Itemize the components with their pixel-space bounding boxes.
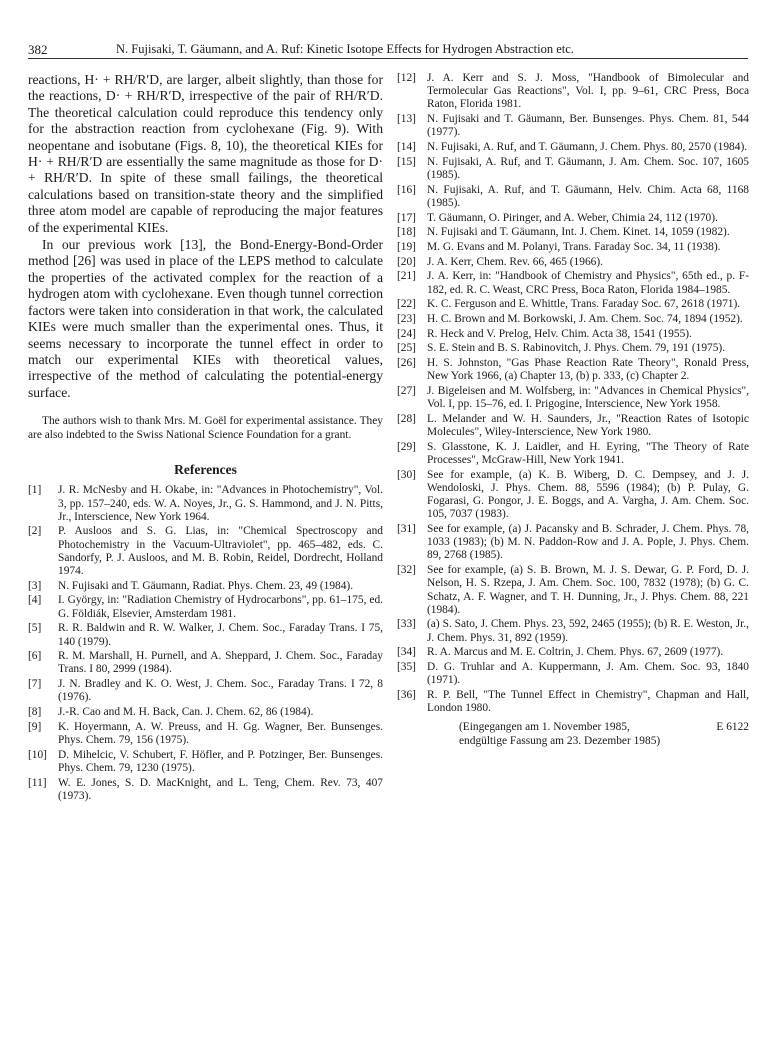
reference-item: [397, 618, 749, 644]
reference-number: [20]: [397, 255, 416, 268]
reference-text: J.-R. Cao and M. H. Back, Can. J. Chem. 62, 86 (1984).: [58, 706, 314, 719]
reference-text: J. R. McNesby and H. Okabe, in: "Advances in Photochemistry", Vol. 3, pp. 157–240, eds. W. A. Noyes, Jr., G. S. Hammond, and J. N. Pitts, Jr., Interscience, New York 1964.: [58, 484, 383, 523]
reference-number: [15]: [397, 155, 416, 168]
reference-item: [397, 313, 749, 326]
reference-number: [32]: [397, 564, 416, 577]
reference-number: [6]: [28, 650, 42, 663]
reference-text: See for example, (a) K. B. Wiberg, D. C. Dempsey, and J. J. Wendoloski, J. Phys. Chem. 88, 5596 (1984); (b) P. Pulay, G. Fogarasi, G. Pongor, J. E. Boggs, and A. Vargha, J. Am. Chem. Soc. 105, 7037 (1983).: [427, 468, 749, 521]
reference-item: [28, 749, 383, 775]
reference-text: D. Mihelcic, V. Schubert, F. Höfler, and P. Potzinger, Ber. Bunsenges. Phys. Chem. 79, 1230 (1975).: [58, 748, 383, 774]
reference-number: [30]: [397, 468, 416, 481]
reference-text: N. Fujisaki and T. Gäumann, Ber. Bunsenges. Phys. Chem. 81, 544 (1977).: [427, 113, 749, 139]
reference-number: [33]: [397, 618, 416, 631]
reference-number: [4]: [28, 594, 42, 607]
reference-number: [28]: [397, 412, 416, 425]
running-title: N. Fujisaki, T. Gäumann, and A. Ruf: Kinetic Isotope Effects for Hydrogen Abstraction etc.: [116, 42, 574, 56]
reference-item: [28, 594, 383, 620]
reference-item: [397, 564, 749, 617]
reference-text: J. N. Bradley and K. O. West, J. Chem. Soc., Faraday Trans. I 72, 8 (1976).: [58, 678, 383, 704]
reference-text: R. P. Bell, "The Tunnel Effect in Chemistry", Chapman and Hall, London 1980.: [427, 688, 749, 715]
final-version-date: endgültige Fassung am 23. Dezember 1985): [459, 734, 661, 747]
reference-text: T. Gäumann, O. Piringer, and A. Weber, Chimia 24, 112 (1970).: [427, 211, 718, 224]
reference-number: [10]: [28, 748, 47, 761]
reference-item: [397, 113, 749, 139]
reference-number: [34]: [397, 646, 416, 659]
manuscript-code: E 6122: [716, 721, 749, 734]
reference-item: [397, 413, 749, 439]
reference-item: [397, 141, 749, 154]
reference-number: [23]: [397, 312, 416, 325]
reference-text: See for example, (a) J. Pacansky and B. Schrader, J. Chem. Phys. 78, 1033 (1983); (b) M. N. Paddon-Row and J. A. Pople, J. Phys. Chem. 89, 2768 (1985).: [427, 523, 749, 562]
reference-text: N. Fujisaki and T. Gäumann, Int. J. Chem. Kinet. 14, 1059 (1982).: [427, 226, 730, 239]
reference-item: [397, 270, 749, 296]
reference-number: [35]: [397, 661, 416, 674]
reference-item: [397, 469, 749, 522]
reference-text: J. A. Kerr, in: "Handbook of Chemistry and Physics", 65th ed., p. F-182, ed. R. C. Weast, CRC Press, Boca Raton, Florida 1984–1985.: [427, 270, 749, 296]
body-paragraph: reactions, H· + RH/R′D, are larger, albeit slightly, than those for the reactions, D· + RH/R′D, irrespective of the pair of RH/R′D. The theoretical calculation could reproduce this tendency only for the abstraction reaction from cyclohexane (Fig. 9). With neopentane and isobutane (Figs. 8, 10), the theoretical KIEs for H· + RH/R′D are essentially the same magnitude as those for D· + RH/R′D. In spite of these small failings, the theoretical calculations based on transition-state theory and the simplified three atom model are capable of reproducing the major features of the experimental KIEs.: [28, 72, 383, 235]
reference-item: [397, 226, 749, 239]
reference-item: [397, 328, 749, 341]
reference-number: [12]: [397, 72, 416, 84]
reference-number: [17]: [397, 211, 416, 224]
reference-number: [2]: [28, 525, 42, 538]
reference-text: S. Glasstone, K. J. Laidler, and H. Eyring, "The Theory of Rate Processes", McGraw-Hill, New York 1941.: [427, 440, 749, 466]
reference-text: J. A. Kerr and S. J. Moss, "Handbook of Bimolecular and Termolecular Gas Reactions", Vol. I, pp. 9–61, CRC Press, Boca Raton, Florida 1981.: [427, 72, 749, 111]
reference-number: [16]: [397, 183, 416, 196]
reference-text: S. E. Stein and B. S. Rabinovitch, J. Phys. Chem. 79, 191 (1975).: [427, 342, 726, 355]
reference-number: [24]: [397, 327, 416, 340]
left-column: [28, 72, 383, 804]
reference-text: H. C. Brown and M. Borkowski, J. Am. Chem. Soc. 74, 1894 (1952).: [427, 312, 743, 325]
reference-text: R. Heck and V. Prelog, Helv. Chim. Acta 38, 1541 (1955).: [427, 327, 692, 340]
reference-item: [397, 156, 749, 182]
reference-text: K. Hoyermann, A. W. Preuss, and H. Gg. Wagner, Ber. Bunsenges. Phys. Chem. 79, 156 (1975).: [58, 720, 383, 746]
reference-number: [21]: [397, 270, 416, 283]
reference-item: [397, 661, 749, 687]
references-heading: References: [174, 462, 237, 478]
reference-item: [397, 646, 749, 659]
reference-item: [397, 184, 749, 210]
page-header: [28, 40, 748, 59]
reference-number: [26]: [397, 357, 416, 370]
reference-number: [27]: [397, 384, 416, 397]
received-date: (Eingegangen am 1. November 1985,: [459, 721, 630, 734]
reference-text: J. A. Kerr, Chem. Rev. 66, 465 (1966).: [427, 255, 603, 268]
body-paragraph: In our previous work [13], the Bond-Energy-Bond-Order method [26] was used in place of the LEPS method to calculate the properties of the activated complex for the reaction of a hydrogen atom with cyclohexane. Even though tunnel correction factors were taken into consideration in that work, the calculated KIEs were much smaller than the experimental ones. Thus, it seems necessary to incorporate the tunnel effect in order to match our experimental KIEs with theoretical values, irrespective of the method of calculating the potential-energy surface.: [28, 237, 383, 400]
reference-item: [397, 385, 749, 411]
reference-number: [36]: [397, 688, 416, 701]
reference-text: R. M. Marshall, H. Purnell, and A. Sheppard, J. Chem. Soc., Faraday Trans. I 80, 2999 (1984).: [58, 650, 383, 676]
reference-list-right: [397, 72, 749, 715]
reference-list-left: [28, 484, 383, 803]
reference-number: [13]: [397, 113, 416, 126]
reference-number: [3]: [28, 579, 42, 592]
reference-number: [29]: [397, 440, 416, 453]
reference-text: W. E. Jones, S. D. MacKnight, and L. Teng, Chem. Rev. 73, 407 (1973).: [58, 776, 383, 802]
reference-item: [397, 256, 749, 269]
reference-text: H. S. Johnston, "Gas Phase Reaction Rate Theory", Ronald Press, New York 1966, (a) Chapter 13, (b) p. 333, (c) Chapter 2.: [427, 357, 749, 383]
reference-number: [11]: [28, 776, 47, 789]
reference-number: [5]: [28, 622, 42, 635]
reference-text: (a) S. Sato, J. Chem. Phys. 23, 592, 2465 (1955); (b) R. E. Weston, Jr., J. Chem. Phys. 31, 892 (1959).: [427, 618, 749, 644]
reference-text: See for example, (a) S. B. Brown, M. J. S. Dewar, G. P. Ford, D. J. Nelson, H. S. Rzepa, J. Am. Chem. Soc. 100, 7832 (1978); (b) G. C. Schatz, A. F. Wagner, and T. H. Dunning, Jr., J. Phys. Chem. 88, 221 (1984).: [427, 564, 749, 616]
reference-item: [397, 441, 749, 467]
reference-text: D. G. Truhlar and A. Kuppermann, J. Am. Chem. Soc. 93, 1840 (1971).: [427, 661, 749, 687]
reference-item: [28, 721, 383, 747]
reference-item: [397, 298, 749, 311]
reference-number: [7]: [28, 678, 42, 691]
reference-text: N. Fujisaki, A. Ruf, and T. Gäumann, J. Am. Chem. Soc. 107, 1605 (1985).: [427, 155, 749, 181]
reference-item: [28, 525, 383, 578]
reference-text: M. G. Evans and M. Polanyi, Trans. Faraday Soc. 34, 11 (1938).: [427, 240, 721, 253]
reference-text: N. Fujisaki, A. Ruf, and T. Gäumann, Helv. Chim. Acta 68, 1168 (1985).: [427, 183, 749, 209]
reference-number: [25]: [397, 342, 416, 355]
reference-text: R. R. Baldwin and R. W. Walker, J. Chem. Soc., Faraday Trans. I 75, 140 (1979).: [58, 622, 383, 648]
reference-item: [28, 777, 383, 803]
reference-number: [31]: [397, 523, 416, 535]
reference-item: [28, 650, 383, 676]
reference-item: [28, 678, 383, 704]
reference-number: [22]: [397, 298, 416, 311]
reference-item: [397, 689, 749, 715]
reference-text: K. C. Ferguson and E. Whittle, Trans. Faraday Soc. 67, 2618 (1971).: [427, 298, 741, 311]
reference-item: [28, 580, 383, 593]
reference-text: N. Fujisaki and T. Gäumann, Radiat. Phys. Chem. 23, 49 (1984).: [58, 579, 354, 592]
reference-item: [28, 622, 383, 648]
page-number: 382: [28, 42, 48, 57]
reference-text: J. Bigeleisen and M. Wolfsberg, in: "Advances in Chemical Physics", Vol. I, pp. 15–76, ed. I. Prigogine, Interscience, New York 1958.: [427, 384, 749, 411]
reference-text: N. Fujisaki, A. Ruf, and T. Gäumann, J. Chem. Phys. 80, 2570 (1984).: [427, 141, 748, 154]
reference-item: [397, 241, 749, 254]
reference-text: I. György, in: "Radiation Chemistry of Hydrocarbons", pp. 61–175, ed. G. Földiák, Elsevier, Amsterdam 1981.: [58, 594, 383, 620]
reference-number: [9]: [28, 720, 42, 733]
reference-text: P. Ausloos and S. G. Lias, in: "Chemical Spectroscopy and Photochemistry in the Vacuum-Ultraviolet", pp. 465–482, eds. C. Sandorfy, P. J. Ausloos, and M. B. Robin, Reidel, Dordrecht, Holland 1974.: [58, 525, 383, 578]
reference-number: [1]: [28, 484, 42, 497]
acknowledgement: The authors wish to thank Mrs. M. Goël for experimental assistance. They are also indebted to the Swiss National Science Foundation for a grant.: [28, 415, 383, 441]
reference-item: [397, 357, 749, 383]
reference-number: [18]: [397, 226, 416, 239]
reference-number: [14]: [397, 141, 416, 154]
reference-item: [397, 212, 749, 225]
reference-item: [28, 484, 383, 524]
reference-item: [28, 706, 383, 719]
reference-item: [397, 523, 749, 563]
reference-number: [19]: [397, 240, 416, 253]
reference-text: L. Melander and W. H. Saunders, Jr., "Reaction Rates of Isotopic Molecules", Wiley-Interscience, New York 1980.: [427, 412, 749, 439]
right-column: [397, 72, 749, 748]
reference-text: R. A. Marcus and M. E. Coltrin, J. Chem. Phys. 67, 2609 (1977).: [427, 646, 724, 659]
reference-item: [397, 72, 749, 112]
reference-number: [8]: [28, 706, 42, 719]
reference-item: [397, 342, 749, 355]
received-note: [397, 721, 749, 748]
